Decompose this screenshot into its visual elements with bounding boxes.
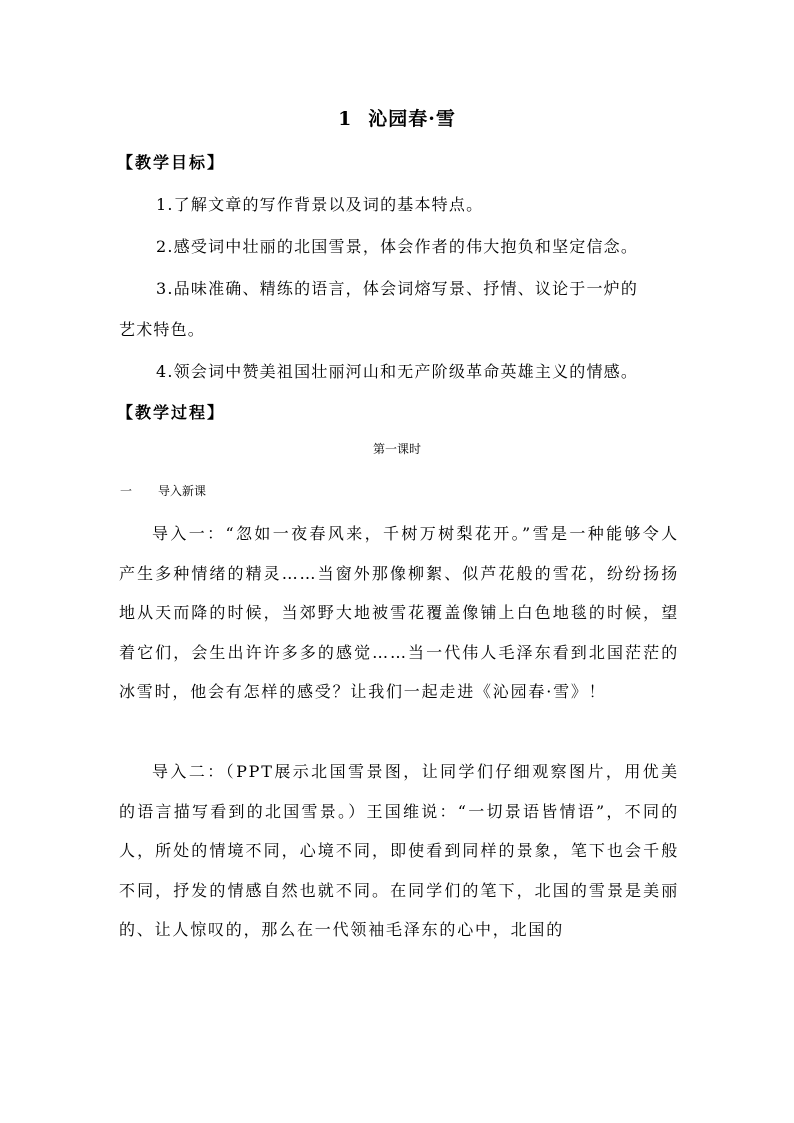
section-number: 一 <box>120 484 133 498</box>
title-text: 沁园春·雪 <box>368 108 456 130</box>
objective-1: 1.了解文章的写作背景以及词的基本特点。 <box>156 195 484 214</box>
lesson-label: 第一课时 <box>372 442 421 456</box>
page-title <box>0 104 794 131</box>
section-heading <box>120 482 206 499</box>
title-number: 1 <box>338 108 353 130</box>
objective-3-line-2: 艺术特色。 <box>119 320 206 339</box>
process-heading: 【教学过程】 <box>117 403 226 422</box>
intro-paragraph-2: 导入二：（PPT展示北国雪景图，让同学们仔细观察图片，用优美的语言描写看到的北国雪景。）王国维说：“一切景语皆情语”，不同的人，所处的情境不同，心境不同，即使看到同样的景象，笔下也会千般不同，抒发的情感自然也就不同。在同学们的笔下，北国的雪景是美丽的、让人惊叹的，那么在一代领袖毛泽东的心中，北国的 <box>119 762 679 939</box>
objectives-heading: 【教学目标】 <box>117 153 226 172</box>
objective-2: 2.感受词中壮丽的北国雪景，体会作者的伟大抱负和坚定信念。 <box>156 237 639 256</box>
section-title: 导入新课 <box>158 484 207 498</box>
objective-4: 4.领会词中赞美祖国壮丽河山和无产阶级革命英雄主义的情感。 <box>156 362 639 381</box>
intro-paragraph-1: 导入一：“忽如一夜春风来，千树万树梨花开。”雪是一种能够令人产生多种情绪的精灵……当窗外那像柳絮、似芦花般的雪花，纷纷扬扬地从天而降的时候，当郊野大地被雪花覆盖像铺上白色地毯的时候，望着它们，会生出许许多多的感觉……当一代伟人毛泽东看到北国茫茫的冰雪时，他会有怎样的感受？让我们一起走进《沁园春·雪》！ <box>119 524 679 701</box>
objective-3-line-1: 3.品味准确、精练的语言，体会词熔写景、抒情、议论于一炉的 <box>156 279 639 298</box>
